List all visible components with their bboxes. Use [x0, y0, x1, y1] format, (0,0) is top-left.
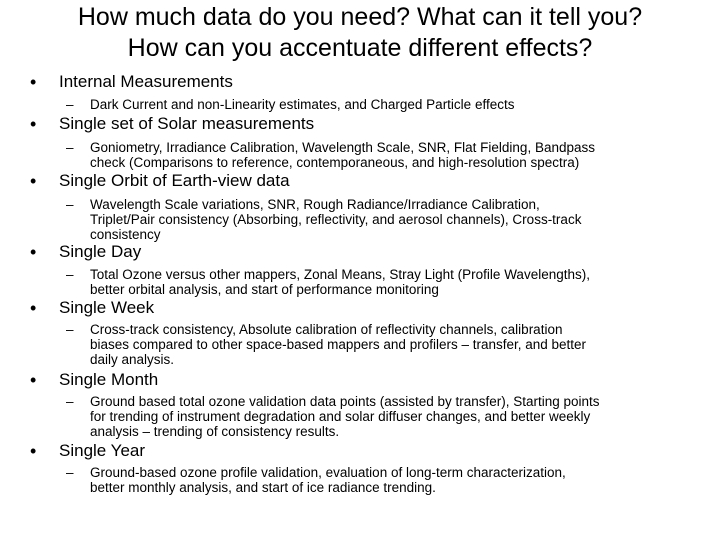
bullet-label: Single Month	[59, 370, 159, 389]
sub-line: Dark Current and non-Linearity estimates, and Charged Particle effects	[90, 97, 515, 112]
sub-line: consistency	[90, 227, 161, 242]
sub-bullet-text	[90, 322, 702, 367]
sub-line: biases compared to other space-based mappers and profilers – transfer, and better	[90, 337, 587, 352]
sub-line: Wavelength Scale variations, SNR, Rough Radiance/Irradiance Calibration,	[90, 197, 540, 212]
sub-line: Ground-based ozone profile validation, evaluation of long-term characterization,	[90, 465, 566, 480]
sub-bullet-text	[90, 197, 702, 242]
sub-bullet-text	[90, 267, 702, 297]
dash-icon: –	[66, 97, 74, 112]
bullet-label: Single Year	[59, 441, 146, 460]
list-item-single-orbit	[0, 170, 720, 242]
sub-bullet-text	[90, 394, 702, 439]
sub-line: Triplet/Pair consistency (Absorbing, reflectivity, and aerosol channels), Cross-track	[90, 212, 582, 227]
list-item-single-month	[0, 369, 720, 439]
dash-icon: –	[66, 322, 74, 337]
sub-bullet-text	[90, 140, 702, 170]
bullet-icon: •	[30, 242, 37, 262]
bullet-icon: •	[30, 441, 37, 461]
list-item-single-day	[0, 241, 720, 297]
title-line-2: How can you accentuate different effects?	[127, 34, 593, 62]
sub-bullet-text	[90, 465, 702, 495]
list-item-solar-measurements	[0, 113, 720, 170]
bullet-label: Single Day	[59, 242, 142, 261]
bullet-icon: •	[30, 114, 37, 134]
title-line-1: How much data do you need? What can it tell you?	[77, 3, 643, 31]
bullet-label: Single Orbit of Earth-view data	[59, 171, 290, 190]
sub-line: Cross-track consistency, Absolute calibration of reflectivity channels, calibration	[90, 322, 563, 337]
dash-icon: –	[66, 197, 74, 212]
sub-line: Total Ozone versus other mappers, Zonal Means, Stray Light (Profile Wavelengths),	[90, 267, 590, 282]
bullet-icon: •	[30, 298, 37, 318]
sub-line: daily analysis.	[90, 352, 175, 367]
list-item-internal-measurements	[0, 71, 720, 112]
bullet-label: Single Week	[59, 298, 155, 317]
list-item-single-week	[0, 297, 720, 367]
bullet-icon: •	[30, 72, 37, 92]
dash-icon: –	[66, 140, 74, 155]
sub-line: better monthly analysis, and start of ice radiance trending.	[90, 480, 436, 495]
sub-line: Goniometry, Irradiance Calibration, Wavelength Scale, SNR, Flat Fielding, Bandpass	[90, 140, 595, 155]
sub-line: better orbital analysis, and start of performance monitoring	[90, 282, 439, 297]
bullet-label: Single set of Solar measurements	[59, 114, 315, 133]
sub-line: check (Comparisons to reference, contemporaneous, and high-resolution spectra)	[90, 155, 580, 170]
bullet-icon: •	[30, 370, 37, 390]
sub-bullet-text	[90, 97, 702, 112]
dash-icon: –	[66, 465, 74, 480]
sub-line: for trending of instrument degradation and solar diffuser changes, and better weekly	[90, 409, 591, 424]
list-item-single-year	[0, 440, 720, 495]
dash-icon: –	[66, 267, 74, 282]
dash-icon: –	[66, 394, 74, 409]
sub-line: Ground based total ozone validation data points (assisted by transfer), Starting points	[90, 394, 600, 409]
bullet-label: Internal Measurements	[59, 72, 233, 91]
sub-line: analysis – trending of consistency results.	[90, 424, 340, 439]
bullet-icon: •	[30, 171, 37, 191]
